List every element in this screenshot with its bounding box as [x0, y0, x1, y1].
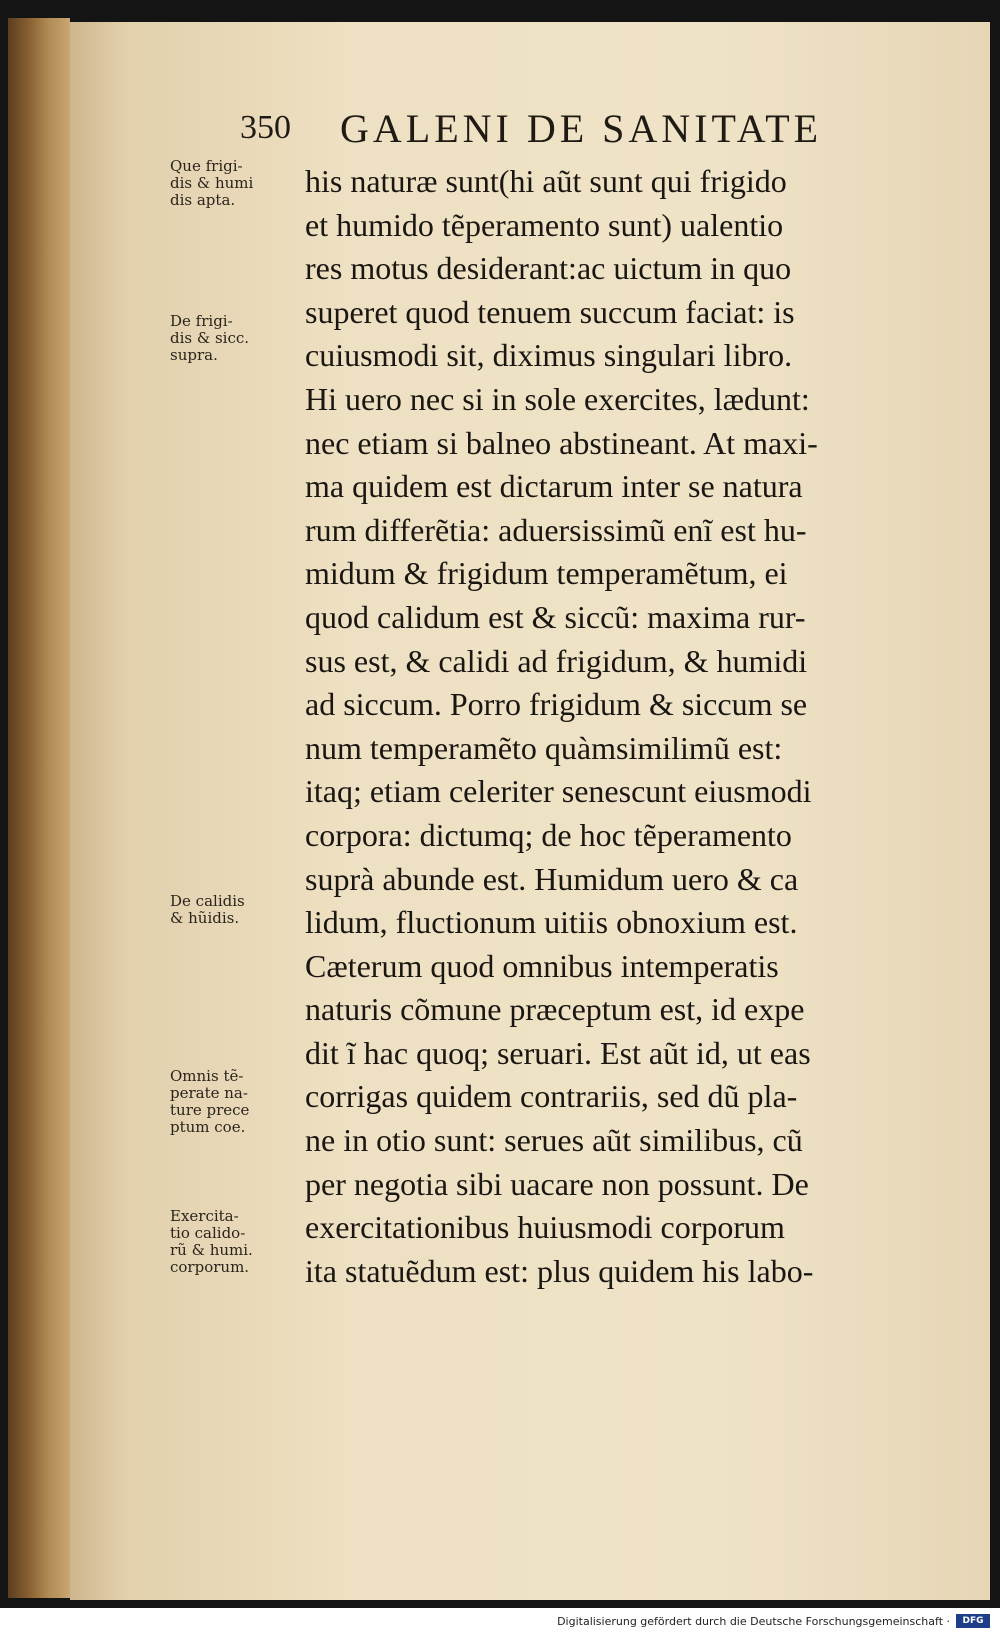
text-line: ita statuẽdum est: plus quidem his labo- [305, 1252, 814, 1289]
text-line: lidum, fluctionum uitiis obnoxium est. [305, 904, 798, 941]
text-line: superet quod tenuem succum faciat: is [305, 293, 795, 330]
text-line: res motus desiderant:ac uictum in quo [305, 250, 792, 287]
text-line: ad siccum. Porro frigidum & siccum se [305, 686, 808, 723]
text-line: cuiusmodi sit, diximus singulari libro. [305, 337, 793, 374]
text-line: ma quidem est dictarum inter se natura [305, 468, 803, 505]
text-line: naturis cõmune præceptum est, id expe [305, 991, 805, 1028]
text-line: nec etiam si balneo abstineant. At maxi- [305, 424, 818, 461]
text-line: midum & frigidum temperamẽtum, ei [305, 555, 788, 592]
text-line: corpora: dictumq; de hoc tẽperamento [305, 816, 792, 853]
digitization-footer [0, 1612, 1000, 1632]
text-line: num temperamẽto quàmsimilimũ est: [305, 729, 783, 766]
text-line: Cæterum quod omnibus intemperatis [305, 947, 779, 984]
text-line: ne in otio sunt: serues aũt similibus, cũ [305, 1122, 803, 1159]
text-line: corrigas quidem contrariis, sed dũ pla- [305, 1078, 798, 1115]
margin-note: Que frigi- dis & humi dis apta. [170, 157, 254, 209]
running-title: GALENI DE SANITATE [340, 106, 823, 151]
text-line: his naturæ sunt(hi aũt sunt qui frigido [305, 163, 787, 199]
margin-note: De calidis & hũidis. [170, 892, 245, 927]
text-line: rum differẽtia: aduersissimũ enĩ est hu- [305, 511, 807, 548]
text-line: itaq; etiam celeriter senescunt eiusmodi [305, 773, 812, 810]
funding-credit: Digitalisierung gefördert durch die Deutsche Forschungsgemeinschaft · [557, 1615, 950, 1628]
body-text [305, 160, 935, 1293]
text-line: quod calidum est & siccũ: maxima rur- [305, 598, 806, 635]
text-line: exercitationibus huiusmodi corporum [305, 1209, 785, 1246]
margin-notes [170, 158, 305, 1278]
book-spine [8, 18, 70, 1598]
margin-note: De frigi- dis & sicc. supra. [170, 312, 250, 364]
text-line: suprà abunde est. Humidum uero & ca [305, 860, 799, 897]
dfg-logo: DFG [956, 1614, 990, 1628]
text-line: et humido tẽperamento sunt) ualentio [305, 206, 784, 243]
page-number: 350 [240, 109, 291, 146]
text-line: per negotia sibi uacare non possunt. De [305, 1165, 809, 1202]
text-line: Hi uero nec si in sole exercites, lædunt: [305, 380, 810, 417]
margin-note: Exercita- tio calido- rũ & humi. corporum. [170, 1207, 253, 1276]
text-line: dit ĩ hac quoq; seruari. Est aũt id, ut eas [305, 1034, 811, 1071]
margin-note: Omnis tẽ- perate na- ture prece ptum coe. [170, 1067, 250, 1136]
running-head [240, 105, 920, 155]
text-line: sus est, & calidi ad frigidum, & humidi [305, 642, 808, 679]
